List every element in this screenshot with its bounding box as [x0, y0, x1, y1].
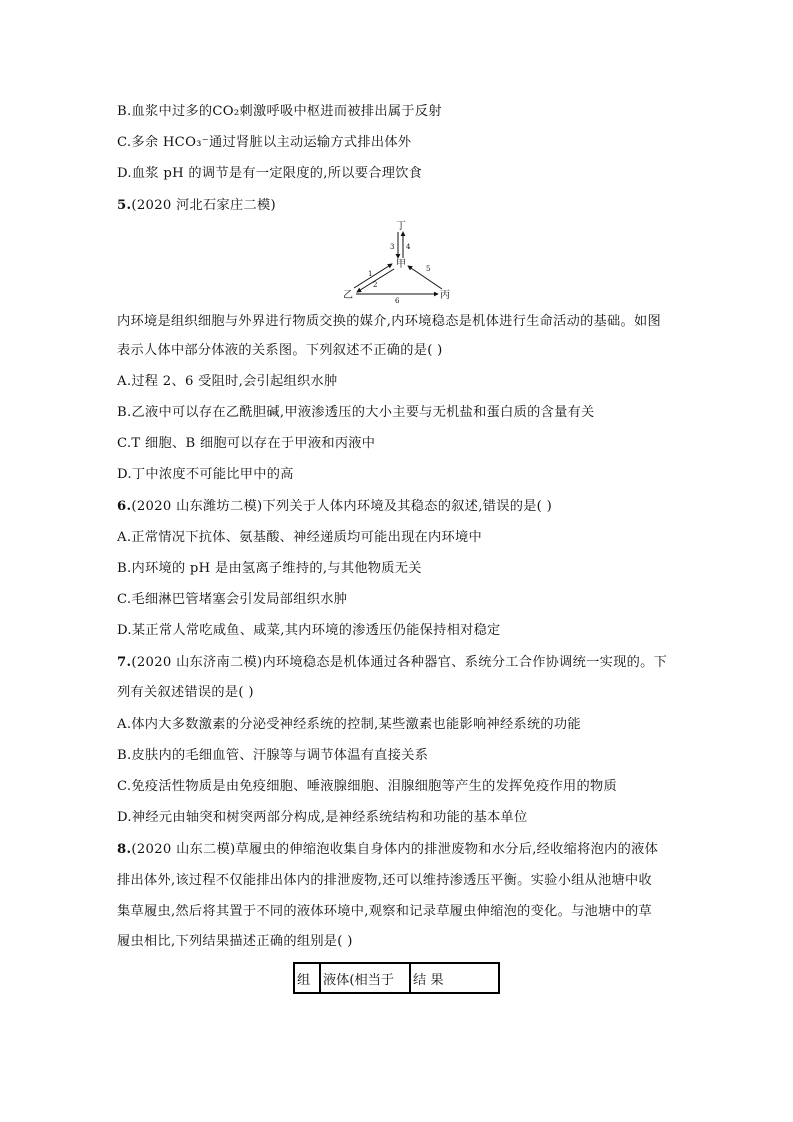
q6-stem — [117, 498, 552, 516]
label-3: 3 — [390, 243, 395, 251]
q7-option-b: B.皮肤内的毛细血管、汗腺等与调节体温有直接关系 — [117, 748, 429, 763]
body-fluid-diagram — [340, 218, 460, 304]
q6-option-a: A.正常情况下抗体、氨基酸、神经递质均可能出现在内环境中 — [117, 530, 482, 545]
q8-stem-text: (2020 山东二模)草履虫的伸缩泡收集自身体内的排泄废物和水分后,经收缩将泡内的液体 — [131, 842, 659, 857]
q8-stem-line1 — [117, 841, 658, 859]
q8-stem-line4: 履虫相比,下列结果描述正确的组别是( ) — [117, 934, 353, 949]
header-group: 组 — [294, 963, 320, 993]
node-bing: 丙 — [440, 290, 450, 301]
q5-option-b: B.乙液中可以存在乙酰胆碱,甲液渗透压的大小主要与无机盐和蛋白质的含量有关 — [117, 405, 595, 420]
q4-option-b: B.血浆中过多的CO₂刺激呼吸中枢进而被排出属于反射 — [117, 104, 442, 119]
q6-option-b: B.内环境的 pH 是由氢离子维持的,与其他物质无关 — [117, 561, 422, 576]
q7-stem-text: (2020 山东济南二模)内环境稳态是机体通过各种器官、系统分工合作协调统一实现的。下 — [131, 655, 668, 670]
table-header-row — [294, 963, 499, 993]
label-5: 5 — [426, 265, 431, 273]
q7-number: 7. — [117, 655, 132, 670]
q6-stem-text: (2020 山东潍坊二模)下列关于人体内环境及其稳态的叙述,错误的是( ) — [131, 499, 553, 514]
q8-stem-line3: 集草履虫,然后将其置于不同的液体环境中,观察和记录草履虫伸缩泡的变化。与池塘中的草 — [117, 904, 652, 919]
q5-stem-line1: 内环境是组织细胞与外界进行物质交换的媒介,内环境稳态是机体进行生命活动的基础。如图 — [117, 314, 661, 329]
q5-option-a: A.过程 2、6 受阻时,会引起组织水肿 — [117, 374, 338, 389]
q4-option-c: C.多余 HCO₃⁻通过肾脏以主动运输方式排出体外 — [117, 135, 412, 150]
q8-number: 8. — [117, 842, 132, 857]
q7-stem-line2: 列有关叙述错误的是( ) — [117, 685, 254, 700]
q5-stem-line2: 表示人体中部分体液的关系图。下列叙述不正确的是( ) — [117, 343, 443, 358]
q6-number: 6. — [117, 499, 132, 514]
q6-option-d: D.某正常人常吃咸鱼、咸菜,其内环境的渗透压仍能保持相对稳定 — [117, 623, 501, 638]
arrow-5 — [408, 266, 442, 289]
q8-stem-line2: 排出体外,该过程不仅能排出体内的排泄废物,还可以维持渗透压平衡。实验小组从池塘中收 — [117, 873, 652, 888]
q7-option-a: A.体内大多数激素的分泌受神经系统的控制,某些激素也能影响神经系统的功能 — [117, 717, 581, 732]
header-liquid: 液体(相当于 — [320, 963, 410, 993]
q5-header — [117, 197, 276, 215]
q8-results-table — [293, 962, 500, 994]
q5-source: (2020 河北石家庄二模) — [131, 198, 276, 213]
q6-option-c: C.毛细淋巴管堵塞会引发局部组织水肿 — [117, 592, 348, 607]
label-6: 6 — [395, 297, 400, 304]
q7-option-d: D.神经元由轴突和树突两部分构成,是神经系统结构和功能的基本单位 — [117, 810, 528, 825]
node-jia: 甲 — [396, 259, 406, 270]
node-yi: 乙 — [343, 290, 353, 301]
label-4: 4 — [406, 243, 411, 251]
label-2: 2 — [373, 281, 378, 289]
q5-option-c: C.T 细胞、B 细胞可以存在于甲液和丙液中 — [117, 436, 376, 451]
q4-option-d: D.血浆 pH 的调节是有一定限度的,所以要合理饮食 — [117, 166, 423, 181]
label-1: 1 — [368, 270, 373, 278]
q7-stem-line1 — [117, 654, 667, 672]
q5-number: 5. — [117, 198, 132, 213]
q7-option-c: C.免疫活性物质是由免疫细胞、唾液腺细胞、泪腺细胞等产生的发挥免疫作用的物质 — [117, 779, 617, 794]
header-result: 结 果 — [410, 963, 499, 993]
node-ding: 丁 — [396, 221, 406, 232]
q5-option-d: D.丁中浓度不可能比甲中的高 — [117, 467, 294, 482]
